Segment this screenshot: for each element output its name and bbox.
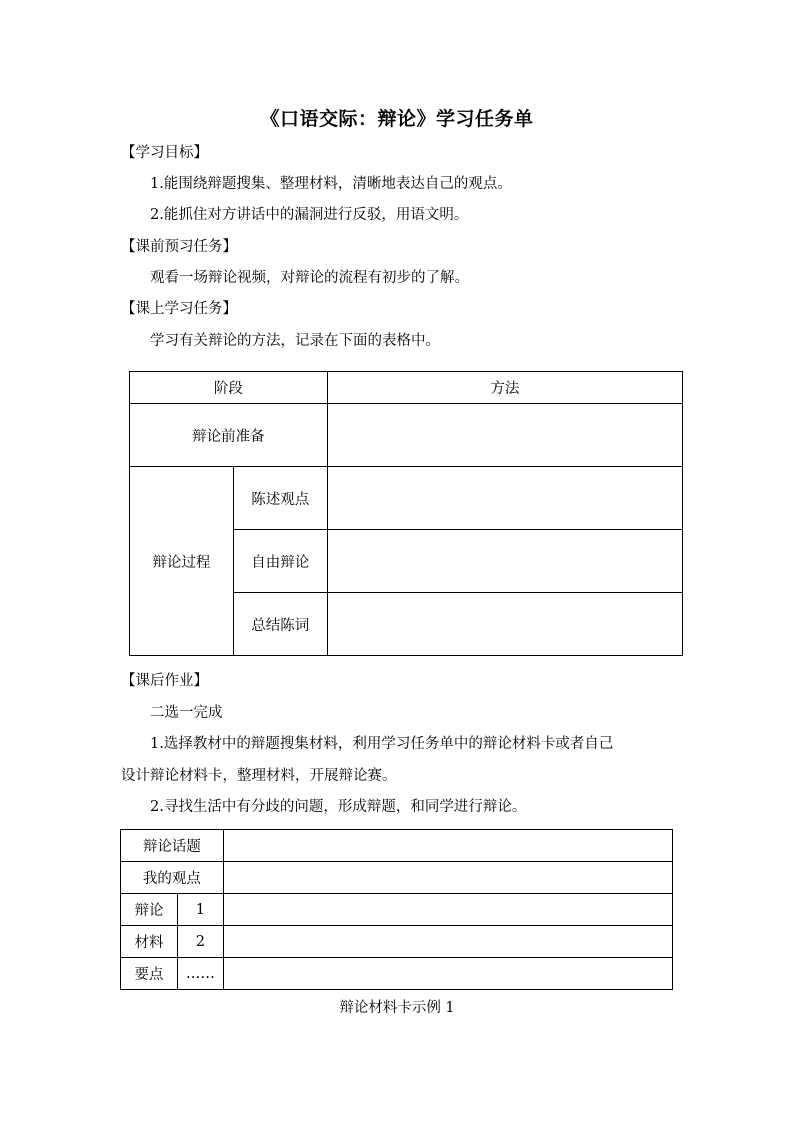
method-cell-statement[interactable] — [327, 467, 682, 530]
card-num-1: 1 — [177, 894, 223, 926]
preview-heading: 【课前预习任务】 — [121, 239, 237, 255]
card-point-cell-1[interactable] — [223, 894, 672, 926]
goals-heading: 【学习目标】 — [121, 145, 208, 161]
homework-item-2: 2.寻找生活中有分歧的问题，形成辩题，和同学进行辩论。 — [150, 799, 527, 815]
inclass-text: 学习有关辩论的方法，记录在下面的表格中。 — [150, 333, 440, 349]
method-table — [129, 371, 683, 656]
stage-process: 辩论过程 — [130, 467, 234, 656]
homework-item-1-cont: 设计辩论材料卡，整理材料，开展辩论赛。 — [121, 768, 397, 784]
homework-intro: 二选一完成 — [150, 705, 223, 721]
goal-item-2: 2.能抓住对方讲话中的漏洞进行反驳，用语文明。 — [150, 207, 469, 223]
card-point-cell-2[interactable] — [223, 926, 672, 958]
header-stage: 阶段 — [130, 372, 328, 404]
card-view-label: 我的观点 — [121, 862, 224, 894]
preview-text: 观看一场辩论视频，对辩论的流程有初步的了解。 — [150, 270, 469, 286]
goal-item-1: 1.能围绕辩题搜集、整理材料，清晰地表达自己的观点。 — [150, 176, 512, 192]
card-points-label-1: 辩论 — [121, 894, 178, 926]
card-topic-cell[interactable] — [223, 830, 672, 862]
stage-prep: 辩论前准备 — [130, 404, 328, 467]
card-points-label-2: 材料 — [121, 926, 178, 958]
stage-closing: 总结陈词 — [233, 593, 327, 656]
card-view-cell[interactable] — [223, 862, 672, 894]
inclass-heading: 【课上学习任务】 — [121, 301, 237, 317]
card-point-cell-more[interactable] — [223, 958, 672, 990]
card-points-label-3: 要点 — [121, 958, 178, 990]
stage-statement: 陈述观点 — [233, 467, 327, 530]
card-caption: 辩论材料卡示例 1 — [339, 1000, 455, 1016]
card-topic-label: 辩论话题 — [121, 830, 224, 862]
homework-heading: 【课后作业】 — [121, 673, 208, 689]
debate-card-table — [120, 829, 673, 990]
method-cell-free-debate[interactable] — [327, 530, 682, 593]
header-method: 方法 — [327, 372, 682, 404]
method-cell-prep[interactable] — [327, 404, 682, 467]
homework-item-1: 1.选择教材中的辩题搜集材料，利用学习任务单中的辩论材料卡或者自己 — [150, 736, 614, 752]
stage-free-debate: 自由辩论 — [233, 530, 327, 593]
method-cell-closing[interactable] — [327, 593, 682, 656]
card-num-more: …… — [177, 958, 223, 990]
page-title: 《口语交际：辩论》学习任务单 — [260, 108, 534, 130]
card-num-2: 2 — [177, 926, 223, 958]
